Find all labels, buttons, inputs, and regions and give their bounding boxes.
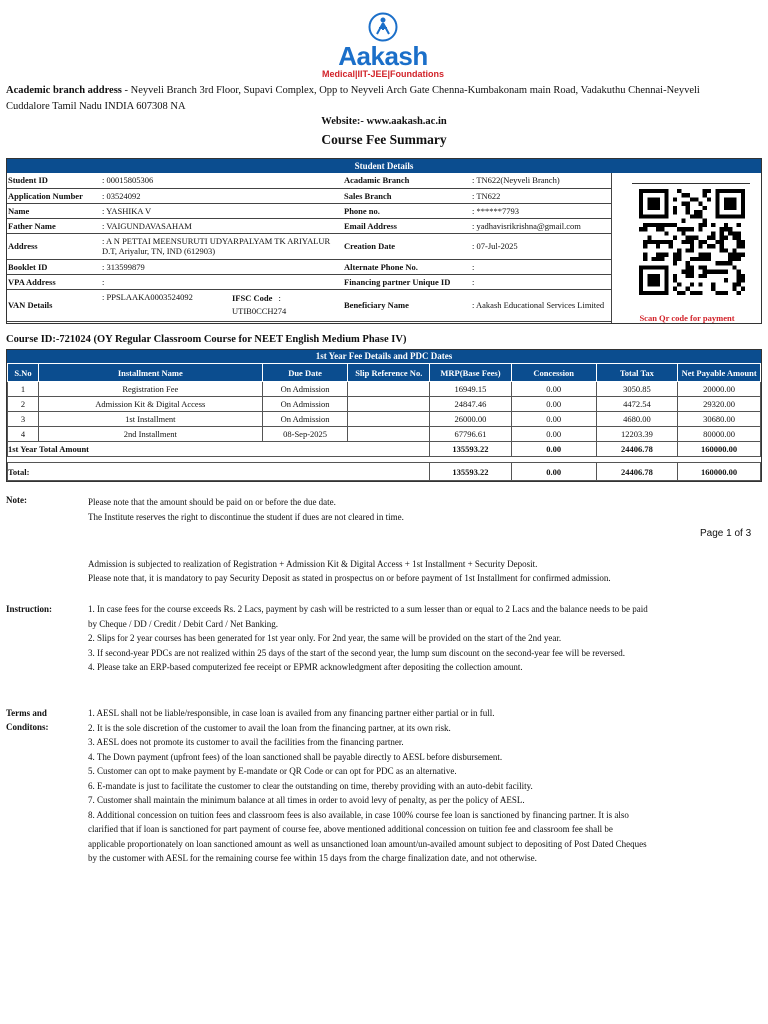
logo-tagline: Medical|IIT-JEE|Foundations bbox=[321, 69, 445, 79]
fee-cell: 16949.15 bbox=[430, 382, 512, 397]
year-total-tax: 24406.78 bbox=[596, 442, 678, 457]
fee-details-panel bbox=[6, 349, 762, 482]
branch-address-label: Academic branch address bbox=[6, 85, 122, 96]
student-detail-row bbox=[7, 274, 611, 289]
terms-item: 7. Customer shall maintain the minimum balance at all times in order to avoid levy of penalty, as per the policy of AESL. bbox=[88, 795, 525, 805]
fee-cell: On Admission bbox=[262, 412, 348, 427]
instruction-item: 2. Slips for 2 year courses has been generated for 1st year only. For 2nd year, the same will be provided on the start of the 2nd year. bbox=[88, 633, 562, 643]
fee-cell bbox=[348, 397, 430, 412]
fee-cell: 26000.00 bbox=[430, 412, 512, 427]
detail-value: : yadhavisrikrishna@gmail.com bbox=[471, 218, 611, 233]
fee-cell: On Admission bbox=[262, 397, 348, 412]
detail-label: Email Address bbox=[343, 218, 471, 233]
fee-cell: 0.00 bbox=[511, 382, 596, 397]
aakash-logo bbox=[320, 12, 446, 84]
instruction-item: 1. In case fees for the course exceeds Rs. 2 Lacs, payment by cash will be restricted to a sum lesser than or equal to 2 Lacs and the balance needs to be paid by Cheque / DD / Credit / Debit Card / Net Banking. bbox=[88, 604, 648, 629]
detail-value: : bbox=[471, 274, 611, 289]
aakash-emblem-icon bbox=[368, 12, 398, 42]
fee-cell bbox=[348, 427, 430, 442]
fee-cell: 20000.00 bbox=[678, 382, 761, 397]
detail-label: Application Number bbox=[7, 188, 101, 203]
ifsc-separator: : bbox=[278, 293, 281, 303]
grand-total-net: 160000.00 bbox=[678, 463, 761, 481]
detail-value: : 07-Jul-2025 bbox=[471, 233, 611, 259]
detail-value: : A N PETTAI MEENSURUTI UDYARPALYAM TK ARIYALUR D.T, Ariyalur, TN, IND (612903) bbox=[101, 233, 343, 259]
fee-cell: On Admission bbox=[262, 382, 348, 397]
fee-cell: 4472.54 bbox=[596, 397, 678, 412]
fee-cell: 2 bbox=[8, 397, 39, 412]
instruction-list bbox=[88, 602, 648, 675]
terms-item: 5. Customer can opt to make payment by E-mandate or QR Code or can opt for PDC as an alternative. bbox=[88, 766, 457, 776]
fee-cell: 2nd Installment bbox=[38, 427, 262, 442]
page-title: Course Fee Summary bbox=[321, 132, 447, 147]
grand-total-label: Total: bbox=[8, 463, 430, 481]
website[interactable]: Website:- www.aakash.ac.in bbox=[321, 116, 447, 127]
fee-cell: 1st Installment bbox=[38, 412, 262, 427]
fee-cell: 4 bbox=[8, 427, 39, 442]
van-label: VAN Details bbox=[7, 289, 101, 321]
terms-label-line: Conditons: bbox=[6, 722, 49, 732]
payment-qr-panel bbox=[611, 173, 761, 323]
fee-column-header: Slip Reference No. bbox=[348, 364, 430, 382]
fee-column-header: Total Tax bbox=[596, 364, 678, 382]
fee-row bbox=[8, 412, 761, 427]
fee-cell: Registration Fee bbox=[38, 382, 262, 397]
grand-total-mrp: 135593.22 bbox=[430, 463, 512, 481]
van-ifsc-cell bbox=[101, 289, 343, 321]
year-total-mrp: 135593.22 bbox=[430, 442, 512, 457]
detail-value: : bbox=[471, 259, 611, 274]
detail-label: Acadamic Branch bbox=[343, 173, 471, 188]
qr-divider bbox=[632, 183, 750, 184]
year-total-label: 1st Year Total Amount bbox=[8, 442, 430, 457]
note-line: Please note that the amount should be paid on or before the due date. bbox=[88, 497, 336, 507]
detail-value: : TN622(Neyveli Branch) bbox=[471, 173, 611, 188]
fee-column-header: Net Payable Amount bbox=[678, 364, 761, 382]
fee-cell: 29320.00 bbox=[678, 397, 761, 412]
fee-details-table bbox=[7, 363, 761, 481]
fee-column-headers bbox=[8, 364, 761, 382]
instruction-item: 3. If second-year PDCs are not realized within 25 days of the start of the second year, the lump sum discount on the second-year fee will be reversed. bbox=[88, 647, 625, 658]
terms-item: 4. The Down payment (upfront fees) of the loan sanctioned shall be payable directly to AESL before disbursement. bbox=[88, 751, 503, 762]
terms-item: 2. It is the sole discretion of the customer to avail the loan from the financing partner, at its own risk. bbox=[88, 722, 451, 733]
fee-column-header: Concession bbox=[511, 364, 596, 382]
year-total-row bbox=[8, 442, 761, 457]
detail-value: : YASHIKA V bbox=[101, 203, 343, 218]
student-details-header: Student Details bbox=[7, 159, 761, 173]
student-detail-row bbox=[7, 259, 611, 274]
grand-total-concession: 0.00 bbox=[511, 463, 596, 481]
course-id: Course ID:-721024 (OY Regular Classroom Course for NEET English Medium Phase IV) bbox=[6, 334, 407, 345]
grand-total-tax: 24406.78 bbox=[596, 463, 678, 481]
fee-cell: 4680.00 bbox=[596, 412, 678, 427]
beneficiary-label: Beneficiary Name bbox=[343, 289, 471, 321]
note-text bbox=[88, 495, 748, 525]
fee-cell: 08-Sep-2025 bbox=[262, 427, 348, 442]
detail-label: Name bbox=[7, 203, 101, 218]
logo-name: Aakash bbox=[338, 41, 428, 71]
fee-row bbox=[8, 382, 761, 397]
detail-value: : ******7793 bbox=[471, 203, 611, 218]
fee-cell: 0.00 bbox=[511, 397, 596, 412]
payment-qr-code[interactable] bbox=[638, 189, 746, 295]
detail-label: VPA Address bbox=[7, 274, 101, 289]
admission-line: Admission is subjected to realization of Registration + Admission Kit & Digital Access + 1st Installment + Security Deposit. bbox=[88, 559, 538, 569]
ifsc-value: UTIB0CCH274 bbox=[232, 306, 287, 316]
fee-cell: 80000.00 bbox=[678, 427, 761, 442]
detail-value: : bbox=[101, 274, 343, 289]
student-details-panel bbox=[6, 158, 762, 324]
van-value: : PPSLAAKA0003524092 bbox=[102, 292, 193, 302]
detail-value: : VAIGUNDAVASAHAM bbox=[101, 218, 343, 233]
note-label: Note: bbox=[6, 495, 27, 505]
detail-label: Address bbox=[7, 233, 101, 259]
year-total-net: 160000.00 bbox=[678, 442, 761, 457]
instruction-label: Instruction: bbox=[6, 604, 53, 614]
terms-label bbox=[6, 706, 49, 734]
detail-label: Creation Date bbox=[343, 233, 471, 259]
student-detail-row bbox=[7, 218, 611, 233]
detail-label: Alternate Phone No. bbox=[343, 259, 471, 274]
terms-list bbox=[88, 706, 648, 866]
terms-item: 1. AESL shall not be liable/responsible, in case loan is availed from any financing partner either partial or in full. bbox=[88, 708, 495, 718]
student-detail-row bbox=[7, 203, 611, 218]
fee-row bbox=[8, 397, 761, 412]
qr-caption: Scan Qr code for payment bbox=[639, 313, 735, 323]
fee-cell: 30680.00 bbox=[678, 412, 761, 427]
fee-cell: 24847.46 bbox=[430, 397, 512, 412]
detail-value: : 313599879 bbox=[101, 259, 343, 274]
grand-total-row bbox=[8, 463, 761, 481]
terms-item: 6. E-mandate is just to facilitate the customer to clear the outstanding on time, thereby providing with an auto-debit facility. bbox=[88, 780, 533, 791]
fee-details-header: 1st Year Fee Details and PDC Dates bbox=[7, 350, 761, 363]
detail-label: Father Name bbox=[7, 218, 101, 233]
fee-column-header: MRP(Base Fees) bbox=[430, 364, 512, 382]
fee-cell: 3 bbox=[8, 412, 39, 427]
fee-row bbox=[8, 427, 761, 442]
detail-label: Phone no. bbox=[343, 203, 471, 218]
fee-cell bbox=[348, 382, 430, 397]
fee-cell: 12203.39 bbox=[596, 427, 678, 442]
fee-cell: 0.00 bbox=[511, 427, 596, 442]
fee-column-header: Due Date bbox=[262, 364, 348, 382]
year-total-concession: 0.00 bbox=[511, 442, 596, 457]
fee-column-header: Installment Name bbox=[38, 364, 262, 382]
student-detail-row bbox=[7, 188, 611, 203]
student-detail-row bbox=[7, 173, 611, 188]
detail-label: Sales Branch bbox=[343, 188, 471, 203]
student-details-table bbox=[7, 173, 611, 322]
terms-label-line: Terms and bbox=[6, 708, 47, 718]
terms-item: 3. AESL does not promote its customer to avail the facilities from the financing partner. bbox=[88, 737, 404, 747]
van-row bbox=[7, 289, 611, 321]
fee-cell: 0.00 bbox=[511, 412, 596, 427]
terms-item: 8. Additional concession on tuition fees and classroom fees is also available, in case 100% course fee loan is sanctioned by financing partner. It is also clarified that if loan is sanctioned for part payment of course fee, above mentioned additional concession on tuition fee and classroom fee shall be applicable proportionately on loan sanctioned amount as well as unsanctioned loan amount/un-availed amount subject to depositing of Post Dated Cheques by the customer with AESL for the remaining course fee within 15 days from the charge finalization date, and not otherwise. bbox=[88, 809, 647, 863]
fee-cell: 3050.85 bbox=[596, 382, 678, 397]
detail-value: : 00015805306 bbox=[101, 173, 343, 188]
ifsc-label: IFSC Code bbox=[232, 293, 273, 303]
detail-label: Student ID bbox=[7, 173, 101, 188]
instruction-item: 4. Please take an ERP-based computerized fee receipt or EPMR acknowledgment after depositing the collection amount. bbox=[88, 662, 523, 672]
student-detail-row bbox=[7, 233, 611, 259]
fee-cell: Admission Kit & Digital Access bbox=[38, 397, 262, 412]
detail-value: : 03524092 bbox=[101, 188, 343, 203]
admission-note bbox=[88, 557, 748, 585]
fee-cell bbox=[348, 412, 430, 427]
branch-address bbox=[6, 83, 746, 115]
fee-cell: 1 bbox=[8, 382, 39, 397]
note-line: The Institute reserves the right to discontinue the student if dues are not cleared in time. bbox=[88, 512, 404, 522]
page-number: Page 1 of 3 bbox=[700, 528, 752, 539]
admission-line: Please note that, it is mandatory to pay Security Deposit as stated in prospectus on or before payment of 1st Installment for confirmed admission. bbox=[88, 573, 611, 583]
fee-cell: 67796.61 bbox=[430, 427, 512, 442]
branch-address-text: - Neyveli Branch 3rd Floor, Supavi Complex, Opp to Neyveli Arch Gate Chenna-Kumbakonam main Road, Vadakuthu Chennai-Neyveli Cuddalore Tamil Nadu INDIA 607308 NA bbox=[6, 85, 700, 112]
fee-column-header: S.No bbox=[8, 364, 39, 382]
beneficiary-value: : Aakash Educational Services Limited bbox=[471, 289, 611, 321]
detail-value: : TN622 bbox=[471, 188, 611, 203]
detail-label: Booklet ID bbox=[7, 259, 101, 274]
detail-label: Financing partner Unique ID bbox=[343, 274, 471, 289]
